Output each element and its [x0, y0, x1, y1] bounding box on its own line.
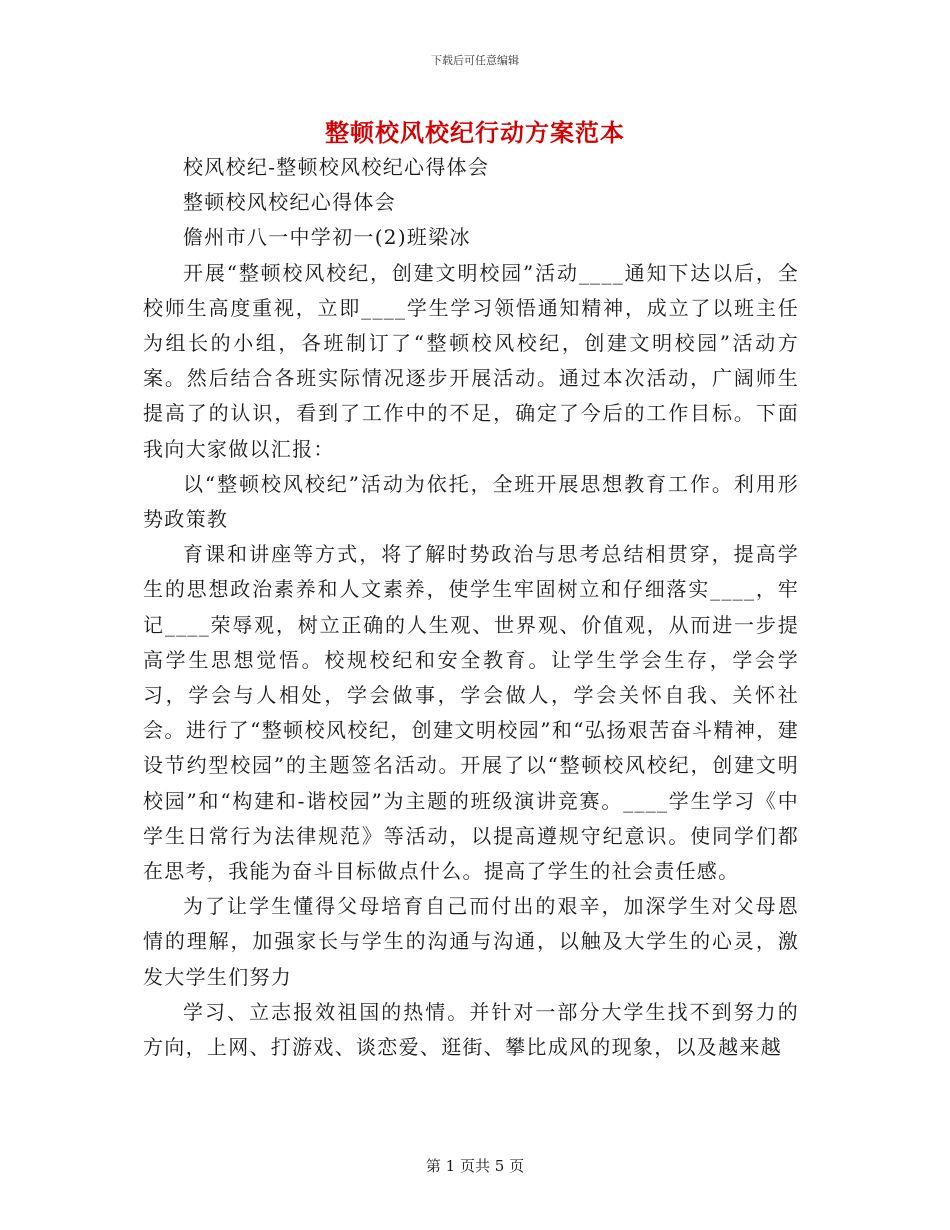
- document-title: 整顿校风校纪行动方案范本: [325, 118, 625, 147]
- paragraph: 儋州市八一中学初一(2)班梁冰: [183, 225, 471, 250]
- paragraph: 校风校纪-整顿校风校纪心得体会: [183, 155, 490, 179]
- paragraph: 育课和讲座等方式，将了解时势政治与思考总结相贯穿，提高学生的思想政治素养和人文素养，使学生牢固树立和仔细落实____，牢记____荣辱观，树立正确的人生观、世界观、价值观，从而进一步提高学生思想觉悟。校规校纪和安全教育。让学生学会生存，学会学习，学会与人相处，学会做事，学会做人，学会关怀自我、关怀社会。进行了“整顿校风校纪，创建文明校园”和“弘扬艰苦奋斗精神，建设节约型校园”的主题签名活动。开展了以“整顿校风校纪，创建文明校园”和“构建和-谐校园”为主题的班级演讲竞赛。____学生学习《中学生日常行为法律规范》等活动，以提高遵规守纪意识。使同学们都在思考，我能为奋斗目标做点什么。提高了学生的社会责任感。: [143, 542, 799, 884]
- paragraph: 开展“整顿校风校纪，创建文明校园”活动____通知下达以后，全校师生高度重视，立即____学生学习领悟通知精神，成立了以班主任为组长的小组，各班制订了“整顿校风校纪，创建文明校园”活动方案。然后结合各班实际情况逐步开展活动。通过本次活动，广阔师生提高了的认识，看到了工作中的不足，确定了今后的工作目标。下面我向大家做以汇报：: [143, 260, 799, 461]
- page-header: 下载后可任意编辑: [431, 54, 519, 67]
- page-number: 第 1 页共 5 页: [425, 1157, 525, 1175]
- paragraph: 为了让学生懂得父母培育自己而付出的艰辛，加深学生对父母恩情的理解，加强家长与学生的沟通与沟通，以触及大学生的心灵，激发大学生们努力: [143, 894, 799, 989]
- paragraph: 学习、立志报效祖国的热情。并针对一部分大学生找不到努力的方向，上网、打游戏、谈恋爱、逛街、攀比成风的现象，以及越来越: [143, 999, 799, 1060]
- paragraph: 整顿校风校纪心得体会: [183, 190, 396, 215]
- paragraph: 以“整顿校风校纪”活动为依托，全班开展思想教育工作。利用形势政策教: [143, 471, 799, 532]
- document-body: [143, 150, 799, 1065]
